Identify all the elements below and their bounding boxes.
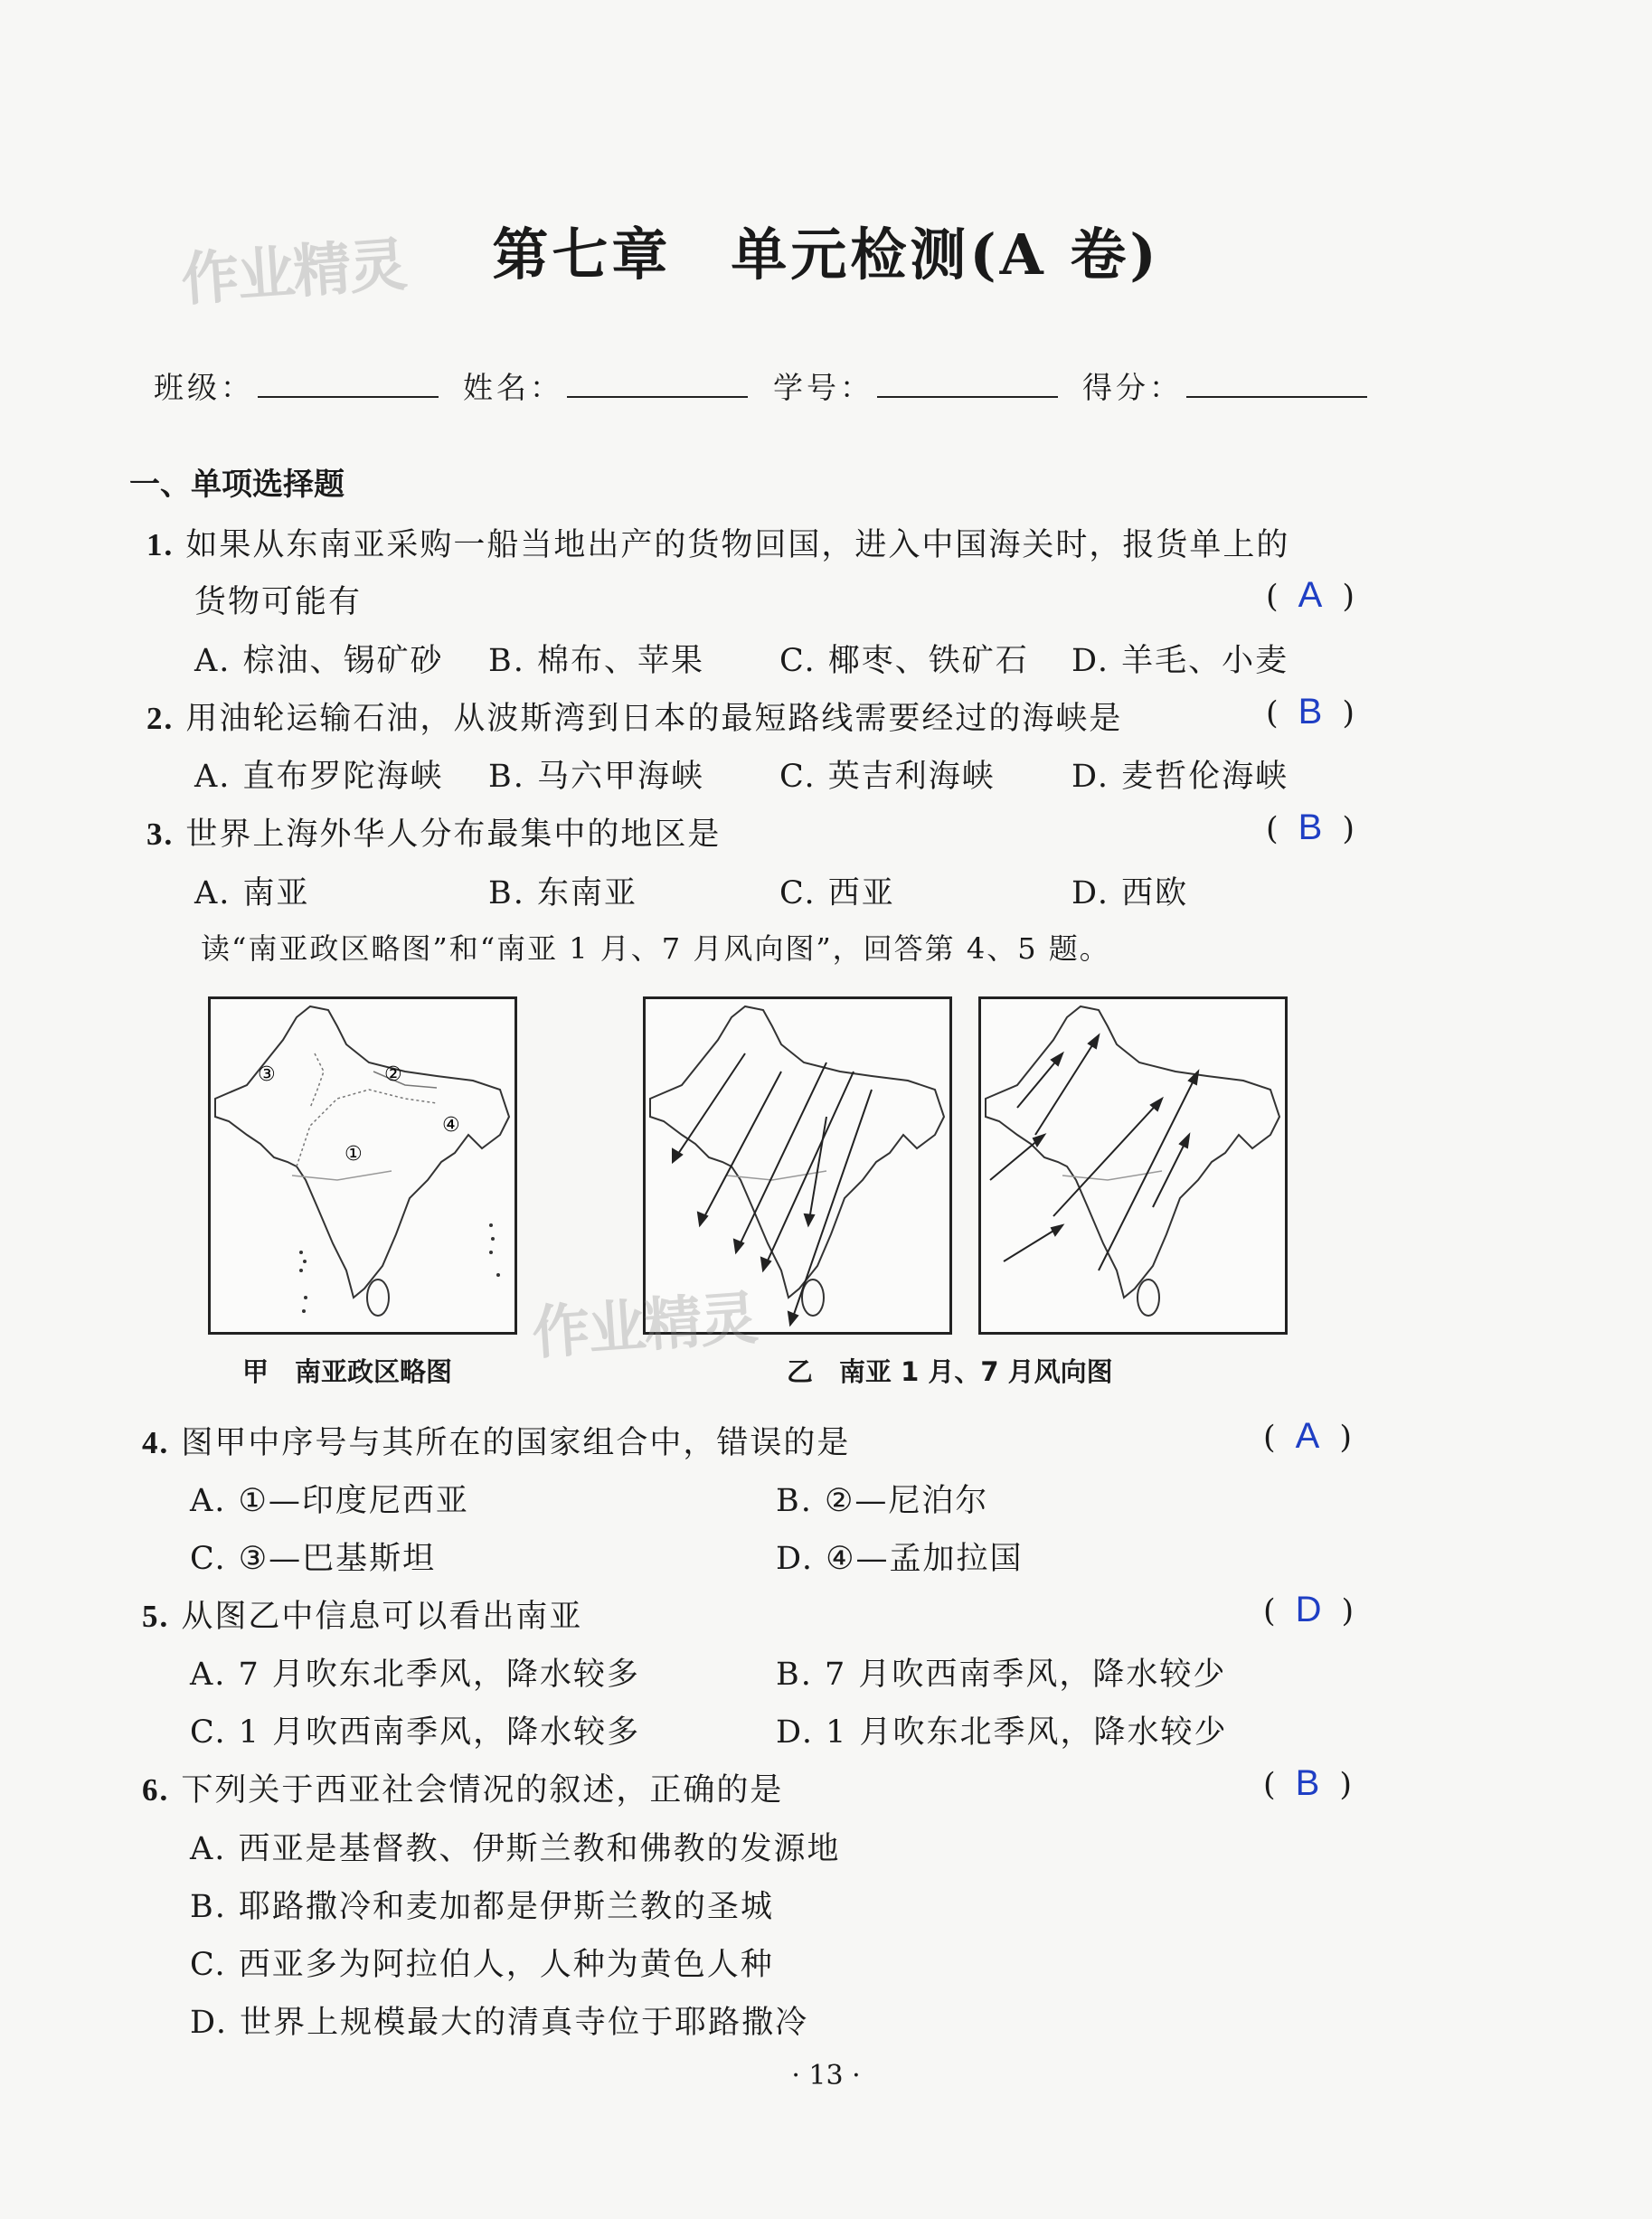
map-label-3: ③ — [258, 1063, 276, 1086]
question-number: 4. — [142, 1425, 170, 1460]
figure-intro: 读“南亚政区略图”和“南亚 1 月、7 月风向图”，回答第 4、5 题。 — [201, 931, 1110, 966]
question-number: 5. — [142, 1599, 170, 1634]
option-4b[interactable]: B. ②—尼泊尔 — [776, 1483, 989, 1519]
map-label-2: ② — [384, 1063, 402, 1086]
student-id-label: 学号： — [773, 370, 873, 405]
option-6c[interactable]: C. 西亚多为阿拉伯人，人种为黄色人种 — [190, 1947, 774, 1983]
caption-wind-map: 乙 南亚 1 月、7 月风向图 — [787, 1356, 1113, 1387]
class-label: 班级： — [154, 370, 254, 405]
answer-box-5[interactable]: ( D ) — [1263, 1590, 1355, 1629]
option-4a[interactable]: A. ①—印度尼西亚 — [190, 1483, 469, 1519]
caption-political-map: 甲 南亚政区略图 — [242, 1356, 453, 1387]
option-3a[interactable]: A. 南亚 — [194, 875, 310, 911]
map-political — [208, 996, 517, 1335]
option-3b[interactable]: B. 东南亚 — [488, 875, 637, 911]
south-asia-political-map — [211, 999, 514, 1332]
question-number: 1. — [146, 527, 175, 562]
option-2d[interactable]: D. 麦哲伦海峡 — [1071, 759, 1289, 795]
question-2 — [146, 694, 1122, 739]
option-4d[interactable]: D. ④—孟加拉国 — [776, 1541, 1024, 1577]
option-5a[interactable]: A. 7 月吹东北季风，降水较多 — [190, 1657, 640, 1693]
question-number: 3. — [146, 817, 175, 852]
question-stem: 用油轮运输石油，从波斯湾到日本的最短路线需要经过的海峡是 — [185, 701, 1123, 737]
answer-box-2[interactable]: ( B ) — [1266, 692, 1355, 732]
watermark: 作业精灵 — [179, 231, 408, 315]
question-1-stem2: 货物可能有 — [194, 584, 363, 620]
question-number: 6. — [142, 1772, 170, 1808]
question-stem: 世界上海外华人分布最集中的地区是 — [185, 817, 722, 853]
option-6d[interactable]: D. 世界上规模最大的清真寺位于耶路撒冷 — [190, 2005, 809, 2041]
question-stem: 图甲中序号与其所在的国家组合中，错误的是 — [181, 1425, 851, 1461]
answer-value: A — [1298, 575, 1323, 615]
option-1a[interactable]: A. 棕油、锡矿砂 — [194, 643, 444, 679]
page-title: 第七章 单元检测(A 卷) — [492, 222, 1160, 288]
question-stem: 从图乙中信息可以看出南亚 — [181, 1599, 583, 1635]
question-stem: 下列关于西亚社会情况的叙述，正确的是 — [181, 1772, 784, 1808]
answer-value: B — [1298, 807, 1323, 847]
answer-box-1[interactable]: ( A ) — [1266, 575, 1355, 615]
question-3 — [146, 809, 721, 855]
option-1c[interactable]: C. 椰枣、铁矿石 — [779, 643, 1029, 679]
option-2c[interactable]: C. 英吉利海峡 — [779, 759, 996, 795]
score-field[interactable] — [1082, 364, 1367, 407]
option-5c[interactable]: C. 1 月吹西南季风，降水较多 — [190, 1714, 641, 1751]
answer-value: B — [1295, 1763, 1320, 1803]
option-6b[interactable]: B. 耶路撒冷和麦加都是伊斯兰教的圣城 — [190, 1889, 774, 1925]
map-label-4: ④ — [442, 1114, 460, 1137]
name-field[interactable] — [463, 364, 748, 407]
answer-box-6[interactable]: ( B ) — [1263, 1763, 1352, 1803]
option-6a[interactable]: A. 西亚是基督教、伊斯兰教和佛教的发源地 — [190, 1831, 841, 1867]
question-1 — [146, 520, 1289, 565]
page-number: · 13 · — [791, 2060, 861, 2092]
question-6 — [142, 1765, 783, 1810]
answer-box-3[interactable]: ( B ) — [1266, 807, 1355, 847]
map-wind-july — [978, 996, 1288, 1335]
section-title: 一、单项选择题 — [129, 467, 345, 503]
class-field[interactable] — [154, 364, 439, 407]
name-label: 姓名： — [463, 370, 563, 405]
option-4c[interactable]: C. ③—巴基斯坦 — [190, 1541, 437, 1577]
answer-value: A — [1295, 1416, 1320, 1456]
question-4 — [142, 1418, 850, 1463]
answer-value: D — [1295, 1590, 1322, 1629]
option-2a[interactable]: A. 直布罗陀海峡 — [194, 759, 444, 795]
answer-box-4[interactable]: ( A ) — [1263, 1416, 1352, 1456]
option-5b[interactable]: B. 7 月吹西南季风，降水较少 — [776, 1657, 1227, 1693]
option-5d[interactable]: D. 1 月吹东北季风，降水较少 — [776, 1714, 1228, 1751]
map-label-1: ① — [345, 1143, 363, 1166]
student-id-field[interactable] — [773, 364, 1058, 407]
watermark-center: 作业精灵 — [530, 1285, 759, 1368]
score-label: 得分： — [1082, 370, 1183, 405]
question-stem: 如果从东南亚采购一船当地出产的货物回国，进入中国海关时，报货单上的 — [185, 527, 1290, 563]
option-2b[interactable]: B. 马六甲海峡 — [488, 759, 704, 795]
option-1d[interactable]: D. 羊毛、小麦 — [1071, 643, 1289, 679]
july-wind-map — [981, 999, 1285, 1332]
question-number: 2. — [146, 701, 175, 736]
option-1b[interactable]: B. 棉布、苹果 — [488, 643, 704, 679]
question-5 — [142, 1591, 582, 1637]
option-3c[interactable]: C. 西亚 — [779, 875, 895, 911]
option-3d[interactable]: D. 西欧 — [1071, 875, 1189, 911]
answer-value: B — [1298, 692, 1323, 732]
